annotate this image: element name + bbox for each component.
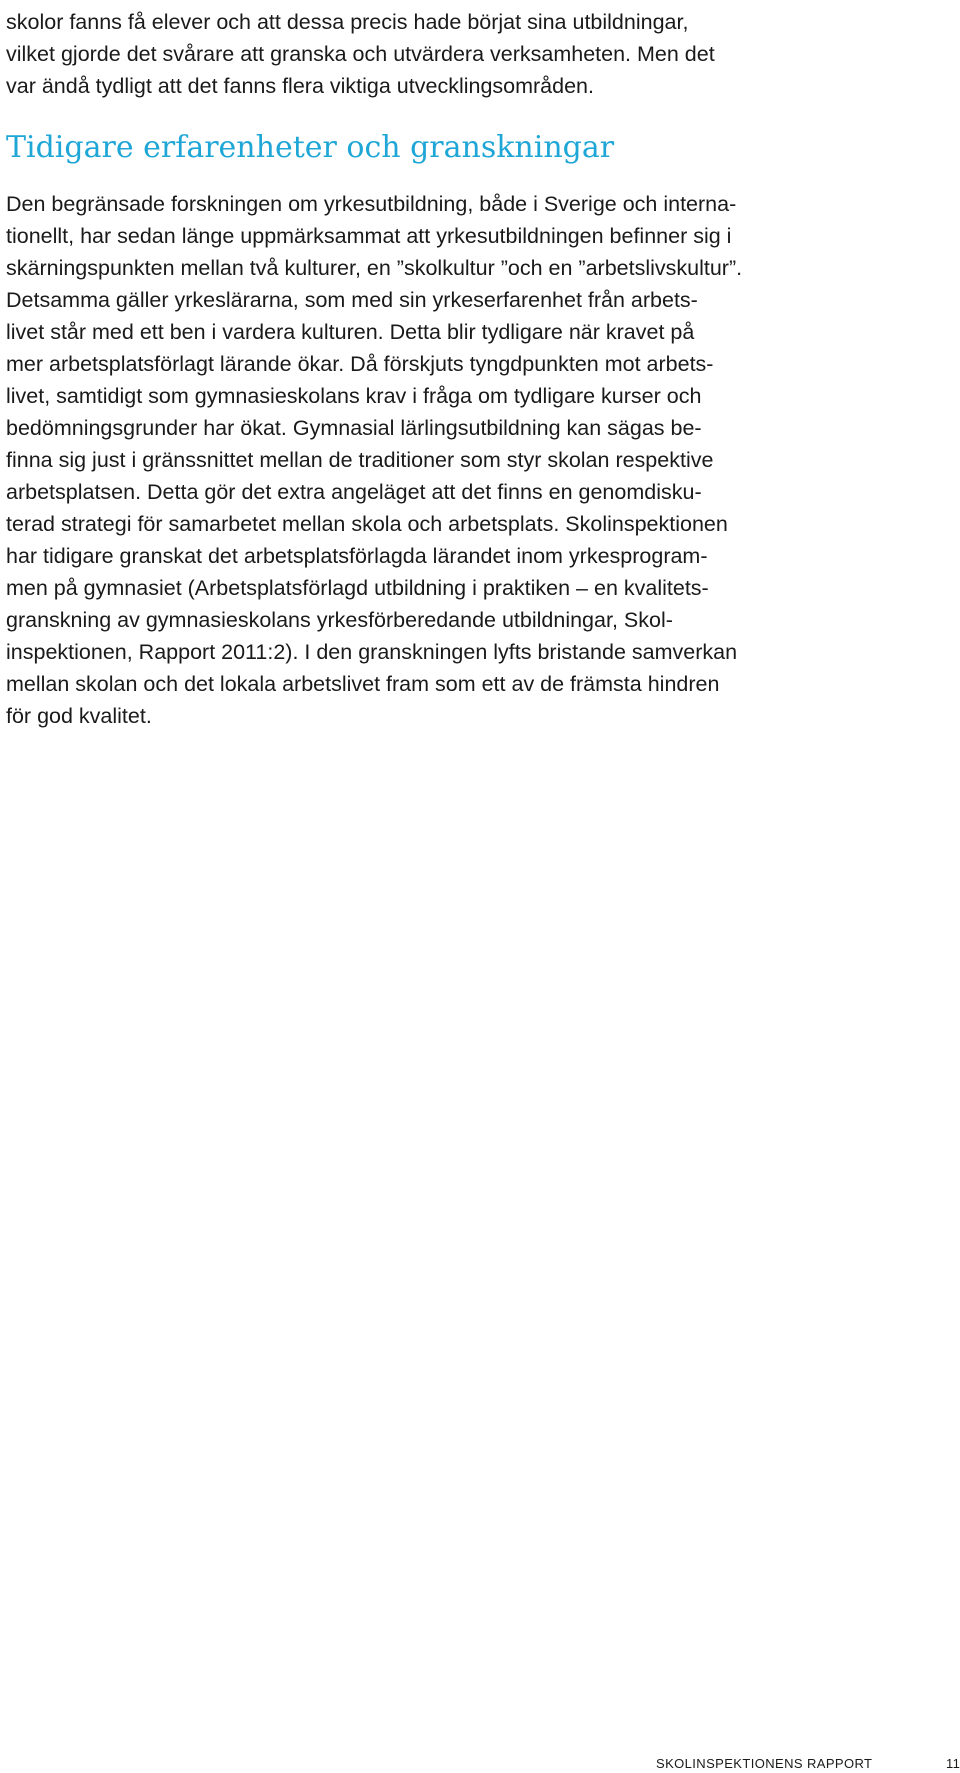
- intro-paragraph: [6, 6, 836, 102]
- text-line: Den begränsade forskningen om yrkesutbildning, både i Sverige och interna-: [6, 192, 737, 216]
- text-line: var ändå tydligt att det fanns flera viktiga utvecklingsområden.: [6, 74, 594, 98]
- section-heading: Tidigare erfarenheter och granskningar: [6, 130, 615, 165]
- text-line: skärningspunkten mellan två kulturer, en ”skolkultur ”och en ”arbetslivskultur”.: [6, 256, 743, 280]
- text-line: mellan skolan och det lokala arbetslivet fram som ett av de främsta hindren: [6, 672, 720, 696]
- text-line: Detsamma gäller yrkeslärarna, som med sin yrkeserfarenhet från arbets-: [6, 288, 698, 312]
- text-line: livet står med ett ben i vardera kulturen. Detta blir tydligare när kravet på: [6, 320, 695, 344]
- section-paragraph: [6, 188, 836, 732]
- text-line: inspektionen, Rapport 2011:2). I den granskningen lyfts bristande samverkan: [6, 640, 738, 664]
- text-line: livet, samtidigt som gymnasieskolans krav i fråga om tydligare kurser och: [6, 384, 702, 408]
- footer-page-number: 11: [946, 1756, 960, 1771]
- footer-report-title: SKOLINSPEKTIONENS RAPPORT: [656, 1756, 873, 1771]
- text-line: men på gymnasiet (Arbetsplatsförlagd utbildning i praktiken – en kvalitets-: [6, 576, 709, 600]
- text-line: bedömningsgrunder har ökat. Gymnasial lärlingsutbildning kan sägas be-: [6, 416, 702, 440]
- text-line: har tidigare granskat det arbetsplatsförlagda lärandet inom yrkesprogram-: [6, 544, 708, 568]
- text-line: tionellt, har sedan länge uppmärksammat att yrkesutbildningen befinner sig i: [6, 224, 732, 248]
- text-line: granskning av gymnasieskolans yrkesförberedande utbildningar, Skol-: [6, 608, 673, 632]
- text-line: för god kvalitet.: [6, 704, 152, 728]
- text-line: vilket gjorde det svårare att granska och utvärdera verksamheten. Men det: [6, 42, 715, 66]
- text-line: terad strategi för samarbetet mellan skola och arbetsplats. Skolinspektionen: [6, 512, 728, 536]
- text-line: finna sig just i gränssnittet mellan de traditioner som styr skolan respektive: [6, 448, 714, 472]
- text-line: skolor fanns få elever och att dessa precis hade börjat sina utbildningar,: [6, 10, 689, 34]
- text-line: mer arbetsplatsförlagt lärande ökar. Då förskjuts tyngdpunkten mot arbets-: [6, 352, 714, 376]
- text-line: arbetsplatsen. Detta gör det extra angeläget att det finns en genomdisku-: [6, 480, 702, 504]
